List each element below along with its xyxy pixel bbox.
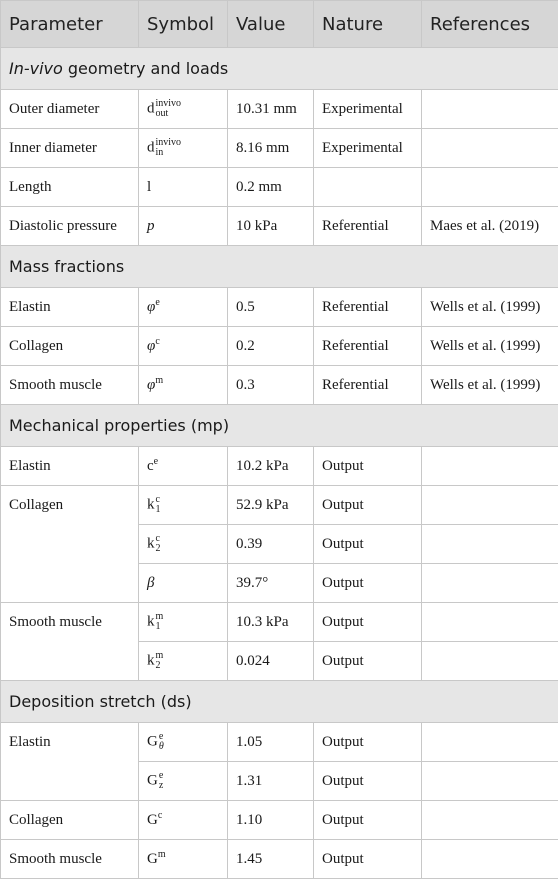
symbol-cell: G e z xyxy=(139,762,228,801)
symbol-cell: k c 1 xyxy=(139,486,228,525)
reference-cell xyxy=(422,168,558,207)
parameter-cell: Elastin xyxy=(1,288,139,327)
symbol-cell: l xyxy=(139,168,228,207)
nature-cell: Output xyxy=(314,564,422,603)
section-row xyxy=(1,246,558,288)
table-row xyxy=(1,207,558,246)
header-nature: Nature xyxy=(314,1,422,48)
section-title: Deposition stretch (ds) xyxy=(1,681,558,723)
value-cell: 0.2 mm xyxy=(228,168,314,207)
parameter-cell: Collagen xyxy=(1,486,139,603)
reference-cell: Wells et al. (1999) xyxy=(422,366,558,405)
value-cell: 1.31 xyxy=(228,762,314,801)
reference-cell: Wells et al. (1999) xyxy=(422,327,558,366)
nature-cell: Output xyxy=(314,840,422,879)
reference-cell xyxy=(422,564,558,603)
nature-cell: Output xyxy=(314,603,422,642)
symbol-cell: $\varphi^m$ xyxy=(139,366,228,405)
symbol-cell: $\varphi^e$ xyxy=(139,288,228,327)
table-row xyxy=(1,486,558,525)
header-symbol: Symbol xyxy=(139,1,228,48)
header-parameter: Parameter xyxy=(1,1,139,48)
parameter-cell: Inner diameter xyxy=(1,129,139,168)
parameter-cell: Smooth muscle xyxy=(1,840,139,879)
symbol-cell: $\varphi^c$ xyxy=(139,327,228,366)
nature-cell: Referential xyxy=(314,207,422,246)
value-cell: 0.024 xyxy=(228,642,314,681)
header-row xyxy=(1,1,558,48)
nature-cell xyxy=(314,168,422,207)
table-row xyxy=(1,129,558,168)
value-cell: 0.39 xyxy=(228,525,314,564)
nature-cell: Experimental xyxy=(314,90,422,129)
section-title: In-vivo geometry and loads xyxy=(1,48,558,90)
reference-cell: Maes et al. (2019) xyxy=(422,207,558,246)
symbol-cell: d invivo out xyxy=(139,90,228,129)
symbol-cell: $G^c$ xyxy=(139,801,228,840)
header-references: References xyxy=(422,1,558,48)
reference-cell xyxy=(422,603,558,642)
symbol-cell: G e θ xyxy=(139,723,228,762)
table-row xyxy=(1,723,558,762)
value-cell: 8.16 mm xyxy=(228,129,314,168)
section-title: Mass fractions xyxy=(1,246,558,288)
reference-cell xyxy=(422,801,558,840)
table-row xyxy=(1,90,558,129)
symbol-cell: $G^m$ xyxy=(139,840,228,879)
section-row xyxy=(1,405,558,447)
reference-cell xyxy=(422,486,558,525)
symbol-cell: k m 1 xyxy=(139,603,228,642)
reference-cell xyxy=(422,90,558,129)
reference-cell xyxy=(422,642,558,681)
nature-cell: Referential xyxy=(314,288,422,327)
table-row xyxy=(1,603,558,642)
value-cell: 0.3 xyxy=(228,366,314,405)
table-row xyxy=(1,801,558,840)
symbol-cell: $c^e$ xyxy=(139,447,228,486)
value-cell: 10.3 kPa xyxy=(228,603,314,642)
parameter-cell: Collagen xyxy=(1,327,139,366)
value-cell: 52.9 kPa xyxy=(228,486,314,525)
value-cell: 10 kPa xyxy=(228,207,314,246)
nature-cell: Output xyxy=(314,525,422,564)
section-title: Mechanical properties (mp) xyxy=(1,405,558,447)
table-row xyxy=(1,327,558,366)
reference-cell: Wells et al. (1999) xyxy=(422,288,558,327)
symbol-cell: k c 2 xyxy=(139,525,228,564)
value-cell: 10.31 mm xyxy=(228,90,314,129)
value-cell: 0.5 xyxy=(228,288,314,327)
nature-cell: Output xyxy=(314,723,422,762)
nature-cell: Output xyxy=(314,642,422,681)
symbol-cell: p xyxy=(139,207,228,246)
value-cell: 10.2 kPa xyxy=(228,447,314,486)
symbol-cell: β xyxy=(139,564,228,603)
parameter-cell: Elastin xyxy=(1,723,139,801)
symbol-cell: d invivo in xyxy=(139,129,228,168)
value-cell: 39.7° xyxy=(228,564,314,603)
nature-cell: Experimental xyxy=(314,129,422,168)
parameter-cell: Outer diameter xyxy=(1,90,139,129)
section-row xyxy=(1,681,558,723)
parameter-cell: Length xyxy=(1,168,139,207)
nature-cell: Output xyxy=(314,801,422,840)
reference-cell xyxy=(422,840,558,879)
reference-cell xyxy=(422,447,558,486)
header-value: Value xyxy=(228,1,314,48)
nature-cell: Output xyxy=(314,762,422,801)
nature-cell: Referential xyxy=(314,366,422,405)
reference-cell xyxy=(422,129,558,168)
reference-cell xyxy=(422,525,558,564)
nature-cell: Output xyxy=(314,486,422,525)
value-cell: 1.45 xyxy=(228,840,314,879)
table-row xyxy=(1,288,558,327)
reference-cell xyxy=(422,723,558,762)
parameter-cell: Collagen xyxy=(1,801,139,840)
table-row xyxy=(1,168,558,207)
value-cell: 0.2 xyxy=(228,327,314,366)
value-cell: 1.05 xyxy=(228,723,314,762)
parameter-cell: Diastolic pressure xyxy=(1,207,139,246)
table-row xyxy=(1,840,558,879)
table-row xyxy=(1,447,558,486)
symbol-cell: k m 2 xyxy=(139,642,228,681)
parameter-cell: Smooth muscle xyxy=(1,366,139,405)
value-cell: 1.10 xyxy=(228,801,314,840)
table-row xyxy=(1,366,558,405)
nature-cell: Referential xyxy=(314,327,422,366)
section-row xyxy=(1,48,558,90)
nature-cell: Output xyxy=(314,447,422,486)
parameter-cell: Smooth muscle xyxy=(1,603,139,681)
parameter-cell: Elastin xyxy=(1,447,139,486)
reference-cell xyxy=(422,762,558,801)
